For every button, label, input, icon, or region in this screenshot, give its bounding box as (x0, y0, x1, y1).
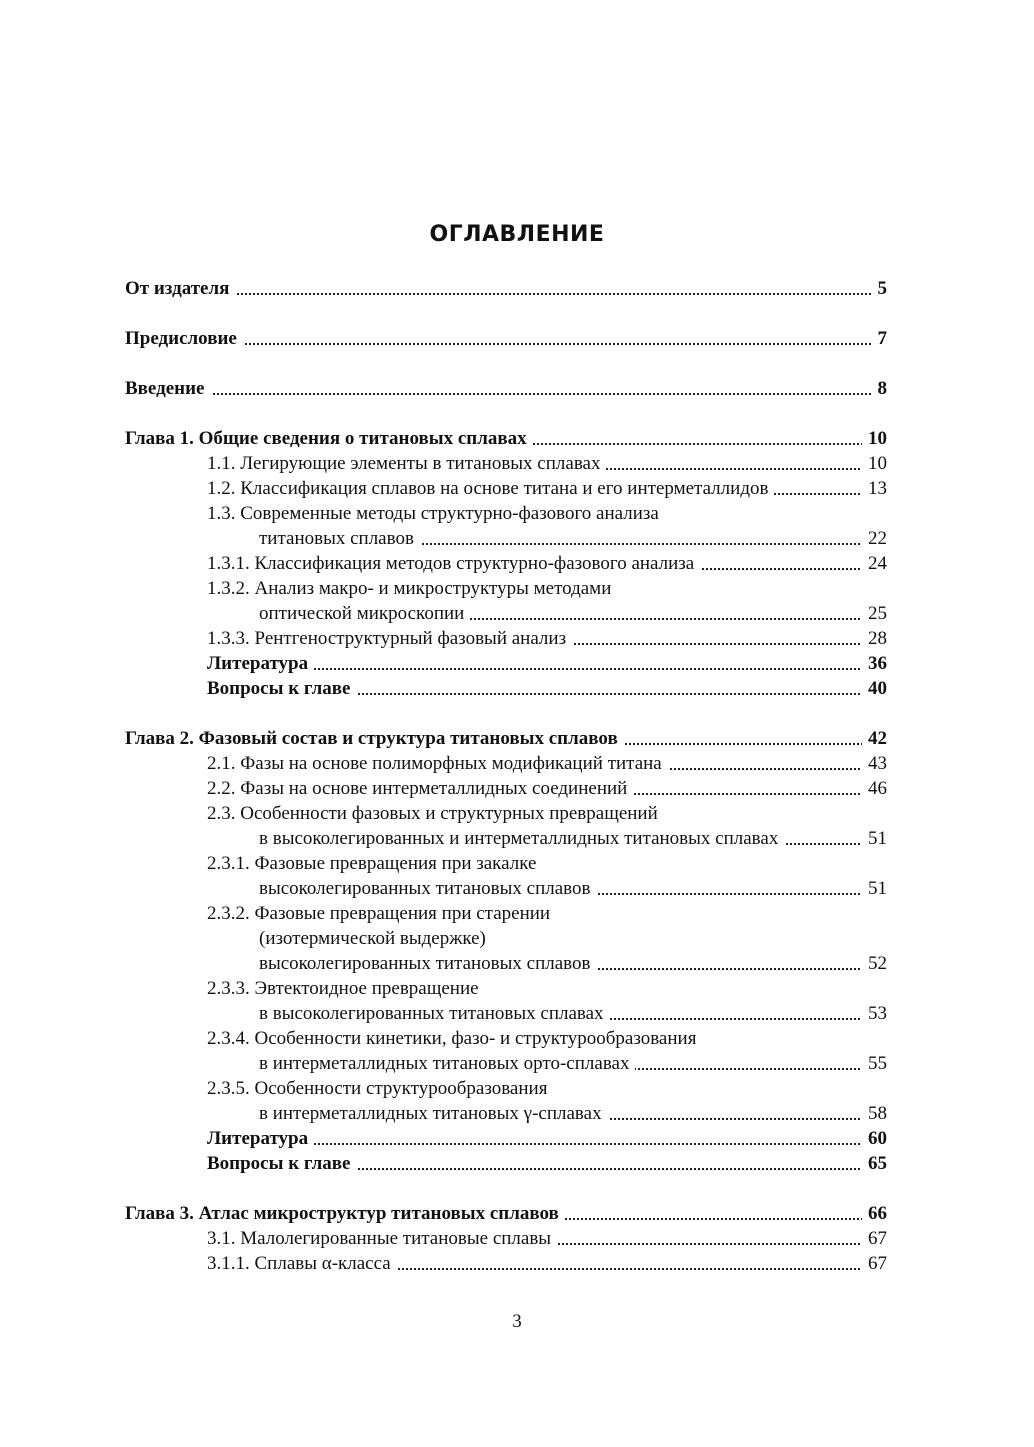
toc-entry-page: 67 (862, 1226, 887, 1251)
toc-entry-continued (207, 501, 887, 526)
toc-chapter-heading (125, 1201, 887, 1226)
toc-entry-text: 1.1. Легирующие элементы в титановых сплавах (207, 453, 606, 474)
toc-entry-text: Вопросы к главе (207, 1153, 356, 1174)
toc-entry (259, 876, 887, 901)
toc-entry-text: 2.3.3. Эвтектоидное превращение (207, 978, 485, 999)
toc-entry-continued (207, 1076, 887, 1101)
toc-entry-page: 42 (862, 726, 887, 751)
toc-entry-continued (259, 926, 887, 951)
toc-entry-text: 2.1. Фазы на основе полиморфных модификаций титана (207, 753, 668, 774)
toc-entry (207, 676, 887, 701)
dot-leader (125, 393, 887, 395)
toc-entry-page: 55 (862, 1051, 887, 1076)
toc-entry (207, 476, 887, 501)
toc-entry-text: Вопросы к главе (207, 678, 356, 699)
toc-entry (259, 526, 887, 551)
toc-entry-continued (207, 1026, 887, 1051)
toc-entry (259, 1101, 887, 1126)
toc-entry-text: в высоколегированных и интерметаллидных титановых сплавах (259, 828, 784, 849)
toc-entry (207, 776, 887, 801)
toc-entry-text: 2.3.2. Фазовые превращения при старении (207, 903, 556, 924)
toc-entry-text: высоколегированных титановых сплавов (259, 953, 597, 974)
toc-entry-page: 10 (862, 451, 887, 476)
toc-entry-text: 1.2. Классификация сплавов на основе титана и его интерметаллидов (207, 478, 774, 499)
toc-entry-page: 25 (862, 601, 887, 626)
toc-entry (125, 376, 887, 401)
toc-entry-text: 2.3.1. Фазовые превращения при закалке (207, 853, 542, 874)
toc-entry-text: 2.3. Особенности фазовых и структурных превращений (207, 803, 664, 824)
toc-entry-text: 1.3.2. Анализ макро- и микроструктуры методами (207, 578, 617, 599)
toc-entry-text: в интерметаллидных титановых орто-сплавах (259, 1053, 635, 1074)
toc-entry (207, 1151, 887, 1176)
toc-entry-continued (207, 901, 887, 926)
toc-entry-page: 46 (862, 776, 887, 801)
toc-entry-text: в интерметаллидных титановых γ-сплавах (259, 1103, 608, 1124)
toc-entry (259, 951, 887, 976)
page-number: 3 (512, 1311, 522, 1332)
toc-entry-text: От издателя (125, 278, 235, 299)
toc-entry-page: 67 (862, 1251, 887, 1276)
toc-entry-continued (207, 576, 887, 601)
toc-entry-page: 40 (862, 676, 887, 701)
toc-entry-text: Литература (207, 1128, 314, 1149)
toc-title: ОГЛАВЛЕНИЕ (429, 222, 605, 247)
toc-entry (125, 326, 887, 351)
toc-entry-continued (207, 801, 887, 826)
toc-entry-text: 1.3. Современные методы структурно-фазового анализа (207, 503, 665, 524)
toc-entry (207, 751, 887, 776)
toc-entry-text: Предисловие (125, 328, 243, 349)
toc-entry-text: оптической микроскопии (259, 603, 470, 624)
toc-entry (207, 651, 887, 676)
toc-entry-page: 24 (862, 551, 887, 576)
toc-chapter-heading (125, 426, 887, 451)
toc-entry-page: 8 (872, 376, 888, 401)
toc-entry-text: 2.3.4. Особенности кинетики, фазо- и структурообразования (207, 1028, 702, 1049)
toc-entry-page: 53 (862, 1001, 887, 1026)
toc-entry-text: (изотермической выдержке) (259, 928, 492, 949)
toc-entry (259, 601, 887, 626)
toc-entry-text: 2.3.5. Особенности структурообразования (207, 1078, 553, 1099)
dot-leader (125, 293, 887, 295)
toc-entry-page: 5 (872, 276, 888, 301)
toc-entry (125, 276, 887, 301)
toc-entry-text: Литература (207, 653, 314, 674)
toc-entry-continued (207, 976, 887, 1001)
table-of-contents (125, 276, 887, 1276)
toc-entry-continued (207, 851, 887, 876)
toc-entry (207, 626, 887, 651)
toc-entry-text: Введение (125, 378, 211, 399)
toc-entry (259, 826, 887, 851)
toc-entry-text: в высоколегированных титановых сплавах (259, 1003, 610, 1024)
toc-entry-page: 10 (862, 426, 887, 451)
toc-entry-page: 13 (862, 476, 887, 501)
toc-entry-text: высоколегированных титановых сплавов (259, 878, 597, 899)
toc-entry-text: 3.1. Малолегированные титановые сплавы (207, 1228, 557, 1249)
toc-entry-page: 7 (872, 326, 888, 351)
toc-entry (259, 1051, 887, 1076)
toc-entry-page: 52 (862, 951, 887, 976)
toc-entry-page: 60 (862, 1126, 887, 1151)
toc-entry (259, 1001, 887, 1026)
toc-entry-page: 65 (862, 1151, 887, 1176)
toc-entry (207, 1251, 887, 1276)
toc-entry (207, 451, 887, 476)
toc-entry-page: 36 (862, 651, 887, 676)
toc-entry-text: 1.3.3. Рентгеноструктурный фазовый анализ (207, 628, 572, 649)
toc-entry-text: Глава 2. Фазовый состав и структура титановых сплавов (125, 728, 624, 749)
toc-entry (207, 1226, 887, 1251)
toc-entry-text: титановых сплавов (259, 528, 420, 549)
toc-chapter-heading (125, 726, 887, 751)
toc-entry-page: 22 (862, 526, 887, 551)
toc-entry-text: 1.3.1. Классификация методов структурно-фазового анализа (207, 553, 700, 574)
toc-entry-text: 2.2. Фазы на основе интерметаллидных соединений (207, 778, 633, 799)
toc-entry (207, 1126, 887, 1151)
toc-entry (207, 551, 887, 576)
toc-entry-page: 58 (862, 1101, 887, 1126)
toc-entry-page: 66 (862, 1201, 887, 1226)
toc-entry-text: 3.1.1. Сплавы α-класса (207, 1253, 397, 1274)
toc-entry-page: 51 (862, 826, 887, 851)
toc-entry-page: 43 (862, 751, 887, 776)
toc-entry-text: Глава 1. Общие сведения о титановых сплавах (125, 428, 533, 449)
toc-entry-page: 28 (862, 626, 887, 651)
toc-entry-text: Глава 3. Атлас микроструктур титановых сплавов (125, 1203, 565, 1224)
toc-entry-page: 51 (862, 876, 887, 901)
